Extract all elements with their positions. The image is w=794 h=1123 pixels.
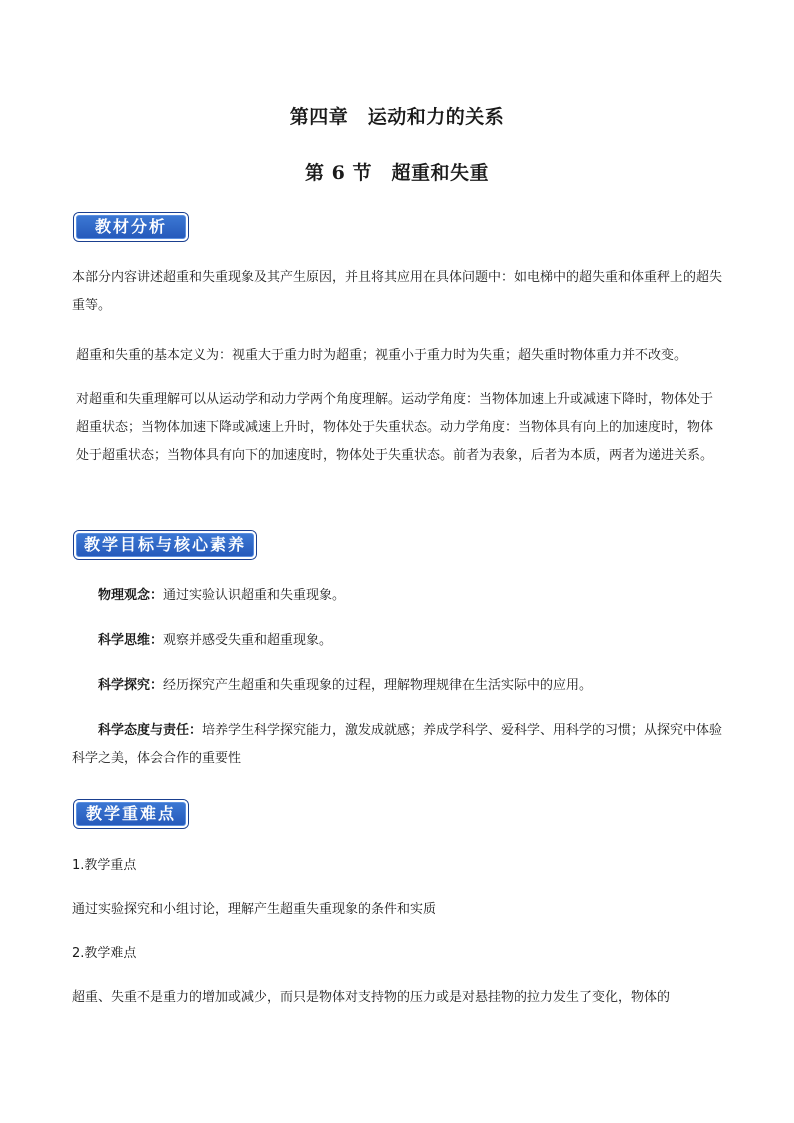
goal-item <box>98 627 724 655</box>
difficulty-text: 超重、失重不是重力的增加或减少，而只是物体对支持物的压力或是对悬挂物的拉力发生了变化，物体的 <box>72 990 671 1005</box>
section-badge-analysis: 教材分析 <box>74 213 188 241</box>
key-point-text: 通过实验探究和小组讨论，理解产生超重失重现象的条件和实质 <box>72 902 437 917</box>
difficulty-heading: 2.教学难点 <box>72 946 137 961</box>
goal-label: 科学思维： <box>98 633 164 648</box>
goal-text: 观察并感受失重和超重现象。 <box>163 633 333 648</box>
analysis-paragraph-1: 本部分内容讲述超重和失重现象及其产生原因，并且将其应用在具体问题中：如电梯中的超失重和体重秤上的超失重等。 <box>72 270 723 313</box>
goal-text: 经历探究产生超重和失重现象的过程，理解物理规律在生活实际中的应用。 <box>163 678 593 693</box>
analysis-paragraph-3: 对超重和失重理解可以从运动学和动力学两个角度理解。运动学角度：当物体加速上升或减速下降时，物体处于超重状态；当物体加速下降或减速上升时，物体处于失重状态。动力学角度：当物体具有向上的加速度时，物体处于超重状态；当物体具有向下的加速度时，物体处于失重状态。前者为表象，后者为本质，两者为递进关系。 <box>76 392 714 463</box>
goal-text: 培养学生科学探究能力，激发成就感；养成学科学、爱科学、用科学的习惯；从探究中体验科学之美，体会合作的重要性 <box>72 723 723 766</box>
analysis-paragraph-2: 超重和失重的基本定义为：视重大于重力时为超重；视重小于重力时为失重；超失重时物体重力并不改变。 <box>76 348 688 363</box>
goal-item <box>98 672 724 700</box>
section-title: 第 6 节 超重和失重 <box>305 162 489 184</box>
goal-text: 通过实验认识超重和失重现象。 <box>163 588 346 603</box>
goal-label: 科学探究： <box>98 678 164 693</box>
key-point-heading: 1.教学重点 <box>72 858 137 873</box>
section-badge-difficulties: 教学重难点 <box>74 800 188 828</box>
goal-label: 科学态度与责任： <box>98 723 203 738</box>
goal-item <box>98 582 724 610</box>
goal-item <box>72 717 724 773</box>
goal-label: 物理观念： <box>98 588 164 603</box>
chapter-title: 第四章 运动和力的关系 <box>289 106 505 128</box>
section-badge-goals: 教学目标与核心素养 <box>74 531 256 559</box>
